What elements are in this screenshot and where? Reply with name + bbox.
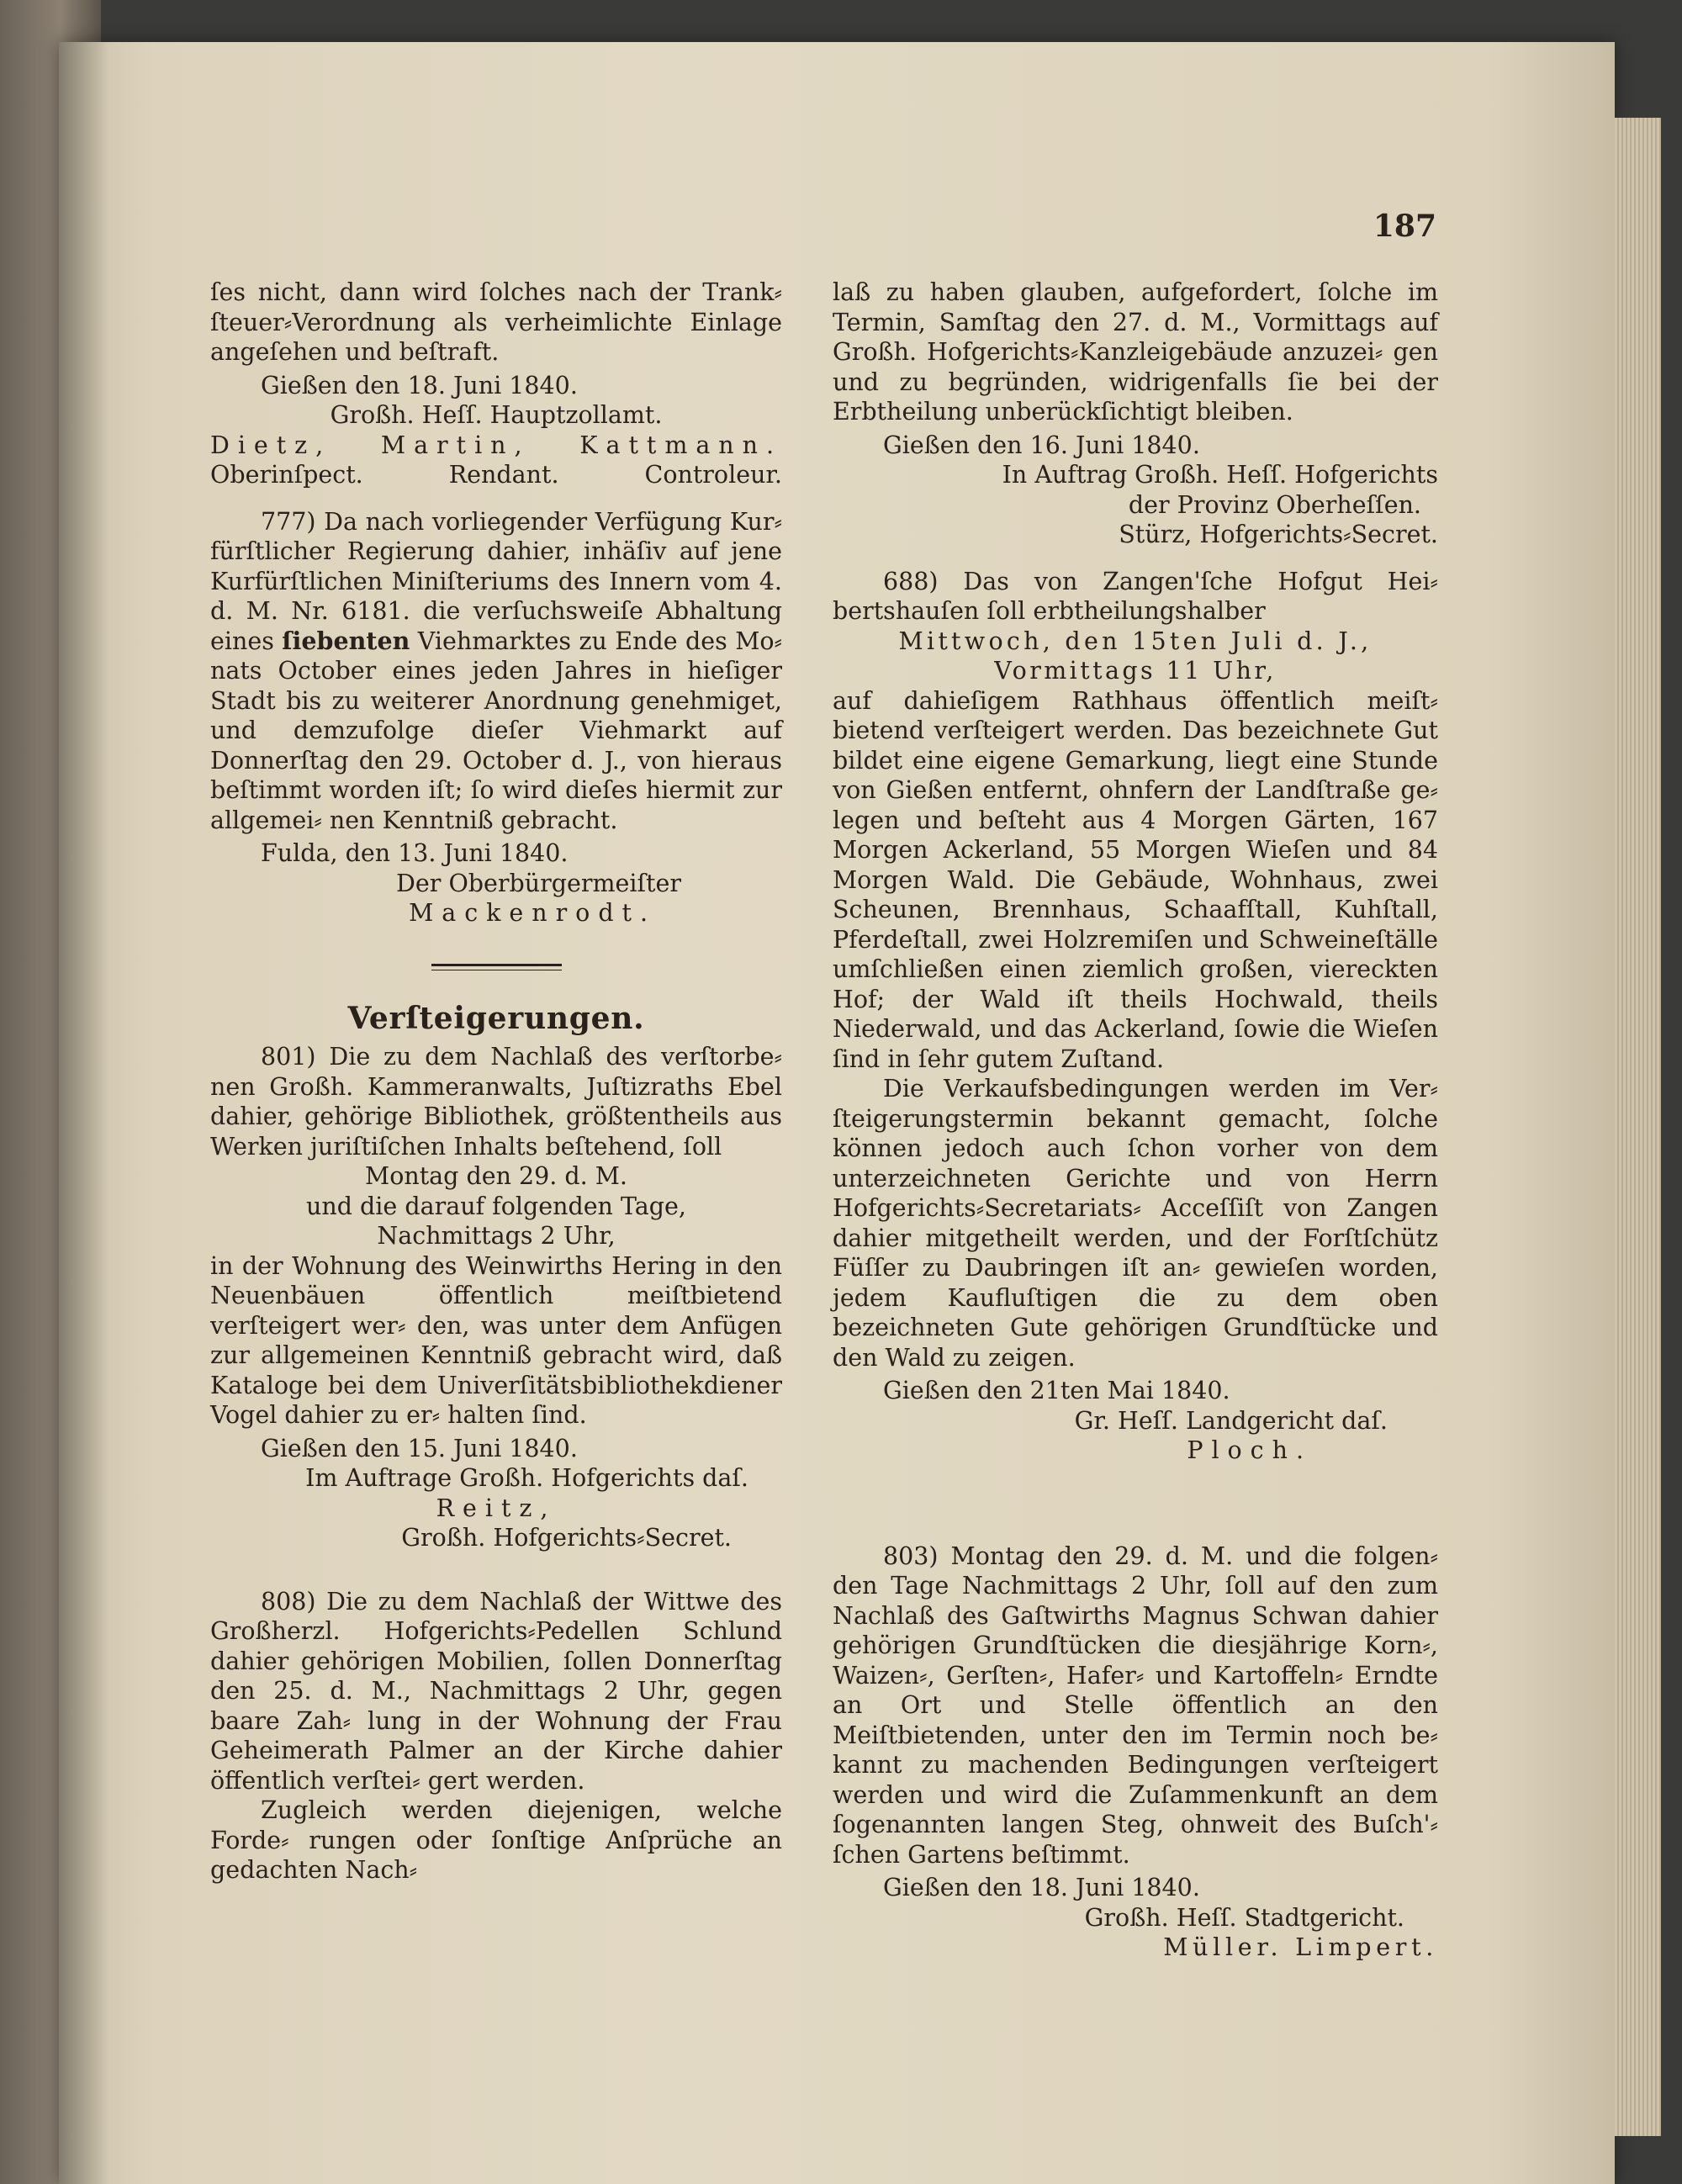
signature-line: Großh. Heſſ. Stadtgericht. xyxy=(1084,1903,1404,1932)
notice-number: 688) xyxy=(883,567,939,595)
notice-date: Gießen den 18. Juni 1840. xyxy=(261,371,578,399)
page-gutter-shadow xyxy=(59,42,109,2184)
emphasis-word: ſiebenten xyxy=(282,626,410,655)
signer-name: Martin, xyxy=(380,431,531,459)
signer-title: Rendant. xyxy=(448,461,559,489)
auction-days: und die darauf folgenden Tage, xyxy=(306,1192,686,1220)
signature-names: Müller. Limpert. xyxy=(1163,1933,1438,1961)
notice-date: Gießen den 16. Juni 1840. xyxy=(883,431,1200,459)
notice-number: 808) xyxy=(261,1587,316,1616)
signature-name: Reitz, xyxy=(436,1494,557,1522)
page-stack-edge xyxy=(1615,118,1661,2136)
signature-line: In Auftrag Großh. Heſſ. Hofgerichts xyxy=(1002,461,1438,489)
notice-date: Gießen den 21ten Mai 1840. xyxy=(883,1377,1230,1404)
auction-date: Montag den 29. d. M. xyxy=(365,1162,627,1190)
signature-name: Ploch. xyxy=(1187,1436,1312,1464)
auction-time: Vormittags 11 Uhr, xyxy=(994,657,1277,685)
notice-text: Die zu dem Nachlaß der Wittwe des Großherzl. Hofgerichts⸗Pedellen Schlund dahier gehörigen Mobilien, ſollen Donnerſtag den 25. d. M., Nachmittags 2 Uhr, gegen baare Zah⸗ lung in der Wohnung der Frau Geheimerath Palmer an der Kirche dahier öffentlich verſtei⸗ gert werden. xyxy=(210,1587,782,1795)
notice-808 xyxy=(210,1587,782,1796)
notice-688 xyxy=(833,567,1438,627)
signature-name: Mackenrodt. xyxy=(409,899,656,927)
page-number: 187 xyxy=(1373,209,1436,244)
notice-number: 777) xyxy=(261,507,316,536)
signature-line: Der Oberbürgermeiſter xyxy=(396,869,681,897)
signature-line: der Provinz Oberheſſen. xyxy=(1128,490,1421,519)
notice-803 xyxy=(833,1541,1438,1870)
notice-text: Montag den 29. d. M. und die folgen⸗ den Tage Nachmittags 2 Uhr, ſoll auf den zum Nachlaß des Gaſtwirths Magnus Schwan dahier gehörigen Grundſtücken die diesjährige Korn⸗, Waizen⸗, Gerſten⸗, Hafer⸗ und Kartoffeln⸗ Erndte an Ort und Stelle öffentlich an den Meiſtbietenden, unter den im Termin noch be⸗ kannt zu machenden Bedingungen verſteigert werden und wird die Zuſammenkunft an dem ſogenannten langen Steg, ohnweit des Buſch'⸗ ſchen Gartens beſtimmt. xyxy=(833,1541,1439,1869)
notice-text: Das von Zangen'ſche Hofgut Hei⸗ bertshauſen ſoll erbtheilungshalber xyxy=(833,567,1438,625)
notice-777 xyxy=(210,507,782,836)
signature-line: Gr. Heſſ. Landgericht daſ. xyxy=(1074,1406,1388,1435)
notice-text: in der Wohnung des Weinwirths Hering in den Neuenbäuen öffentlich meiſtbietend verſteigert wer⸗ den, was unter dem Anfügen zur allgemeinen Kenntniß gebracht wird, daß Kataloge bei dem Univerſitätsbibliothekdiener Vogel dahier zu er⸗ halten ſind. xyxy=(210,1251,782,1429)
notice-date: Fulda, den 13. Juni 1840. xyxy=(261,839,569,867)
continuation-text: laß zu haben glauben, aufgefordert, ſolche im Termin, Samſtag den 27. d. M., Vormittags auf Großh. Hofgerichts⸗Kanzleigebäude anzuzei⸗ gen und zu begründen, widrigenfalls ſie bei der Erbtheilung unberückſichtigt bleiben. xyxy=(833,278,1438,426)
notice-text: Viehmarktes zu Ende des Mo⸗ nats October eines jeden Jahres in hieſiger Stadt bis zu weiterer Anordnung genehmiget, und demzufolge dieſer Viehmarkt auf Donnerſtag den 29. October d. J., von hieraus beſtimmt worden iſt; ſo wird dieſes hiermit zur allgemei⸗ nen Kenntniß gebracht. xyxy=(210,627,783,834)
signature-titles xyxy=(210,460,782,490)
section-heading: Verſteigerungen. xyxy=(347,1000,645,1036)
auction-date: Mittwoch, den 15ten Juli d. J., xyxy=(898,627,1373,655)
notice-text: Zugleich werden diejenigen, welche Forde⸗ rungen oder ſonſtige Anſprüche an gedachten Nach⸗ xyxy=(210,1796,782,1884)
notice-text: Da nach vorliegender Verfügung Kur⸗ fürſtlicher Regierung dahier, inhäſiv auf jene Kurfürſtlichen Miniſteriums des Innern vom 4. d. M. Nr. 6181. die verſuchsweiſe Abhaltung eines xyxy=(210,507,782,655)
signer-title: Oberinſpect. xyxy=(210,461,363,489)
continuation-text: ſes nicht, dann wird ſolches nach der Trank⸗ ſteuer⸗Verordnung als verheimlichte Einlage angeſehen und beſtraft. xyxy=(210,278,782,366)
notice-text: Die Verkaufsbedingungen werden im Ver⸗ ſteigerungstermin bekannt gemacht, ſolche können jedoch auch ſchon vorher von dem unterzeichneten Gerichte und von Herrn Hofgerichts⸗Secretariats⸗ Acceſſiſt von Zangen dahier mitgetheilt werden, und der Forſtſchütz Füſſer zu Daubringen iſt an⸗ gewieſen worden, jedem Kaufluſtigen die zu dem oben bezeichneten Gute gehörigen Grundſtücke und den Wald zu zeigen. xyxy=(833,1075,1438,1372)
notice-number: 803) xyxy=(883,1541,939,1570)
signer-title: Controleur. xyxy=(644,461,782,489)
notice-date: Gießen den 15. Juni 1840. xyxy=(261,1434,578,1462)
left-column xyxy=(210,278,782,1885)
signature-title: Großh. Hofgerichts⸗Secret. xyxy=(401,1524,732,1552)
notice-number: 801) xyxy=(261,1043,316,1071)
signature-name: Stürz, Hofgerichts⸗Secret. xyxy=(1119,521,1438,548)
signer-name: Kattmann. xyxy=(579,431,782,459)
right-column xyxy=(833,278,1438,1963)
notice-text: auf dahieſigem Rathhaus öffentlich meiſt⸗ bietend verſteigert werden. Das bezeichnete Gut bildet eine eigene Gemarkung, liegt eine Stunde von Gießen entfernt, ohnfern der Landſtraße ge⸗ legen und beſteht aus 4 Morgen Gärten, 167 Morgen Ackerland, 55 Morgen Wieſen und 84 Morgen Wald. Die Gebäude, Wohnhaus, zwei Scheunen, Brennhaus, Schaafſtall, Kuhſtall, Pferdeſtall, zwei Holzremiſen und Schweineſtälle umſchließen einen ziemlich großen, viereckten Hof; der Wald iſt theils Hochwald, theils Niederwald, und das Ackerland, ſowie die Wieſen ſind in ſehr gutem Zuſtand. xyxy=(833,686,1438,1073)
signer-name: Dietz, xyxy=(210,431,332,459)
authority-line: Großh. Heſſ. Hauptzollamt. xyxy=(330,401,663,429)
notice-date: Gießen den 18. Juni 1840. xyxy=(883,1874,1200,1901)
signature-names xyxy=(210,431,782,461)
auction-time: Nachmittags 2 Uhr, xyxy=(377,1222,616,1250)
notice-801 xyxy=(210,1042,782,1161)
notice-text: Die zu dem Nachlaß des verſtorbe⸗ nen Großh. Kammeranwalts, Juſtizraths Ebel dahier, gehörige Bibliothek, größtentheils aus Werken juriſtiſchen Inhalts beſtehend, ſoll xyxy=(210,1043,783,1161)
section-divider xyxy=(431,964,562,970)
signature-line: Im Auftrage Großh. Hofgerichts daſ. xyxy=(305,1464,748,1492)
